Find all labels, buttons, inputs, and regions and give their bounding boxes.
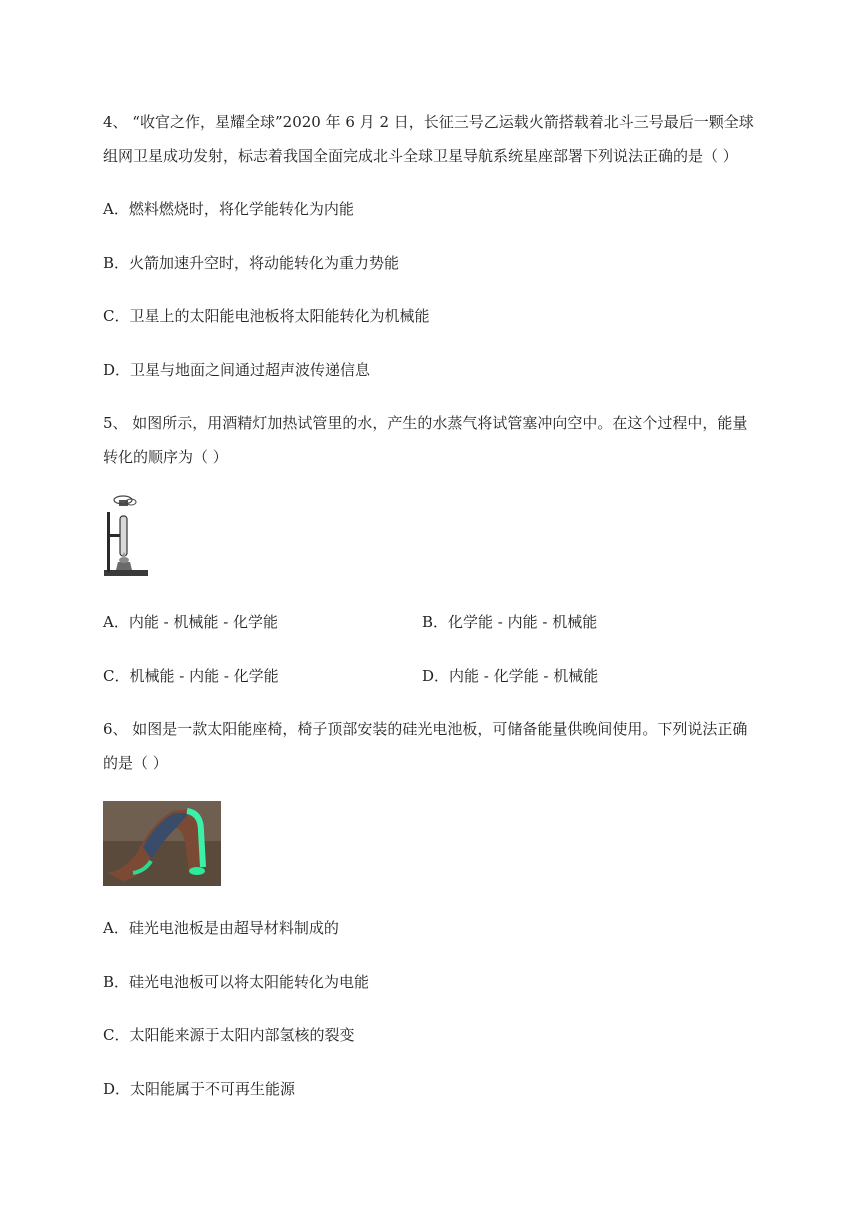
test-tube-apparatus-illustration [103, 494, 149, 578]
question-6-stem-line-1: 6、 如图是一款太阳能座椅，椅子顶部安装的硅光电池板，可储备能量供晚间使用。下列说法正确 [103, 720, 748, 738]
question-5-option-b: B．化学能 - 内能 - 机械能 [422, 613, 598, 631]
question-6-option-b: B．硅光电池板可以将太阳能转化为电能 [103, 973, 370, 991]
question-5-option-a: A．内能 - 机械能 - 化学能 [103, 613, 279, 631]
question-4-option-b: B．火箭加速升空时，将动能转化为重力势能 [103, 254, 400, 272]
solar-chair-illustration [103, 801, 221, 886]
question-5-stem-line-2: 转化的顺序为（ ） [103, 448, 228, 466]
question-5-option-c: C．机械能 - 内能 - 化学能 [103, 667, 279, 685]
solar-chair-photo [103, 801, 221, 886]
question-6-stem-line-2: 的是（ ） [103, 754, 168, 772]
question-6-option-a: A．硅光电池板是由超导材料制成的 [103, 919, 339, 937]
question-4-option-d: D．卫星与地面之间通过超声波传递信息 [103, 361, 371, 379]
test-tube-heating-figure [103, 494, 149, 578]
question-4-stem-line-1: 4、 “收官之作，星耀全球”2020 年 6 月 2 日，长征三号乙运载火箭搭载着北斗三号最后一颗全球 [103, 113, 754, 131]
question-6-option-c: C．太阳能来源于太阳内部氢核的裂变 [103, 1026, 355, 1044]
question-5-stem-line-1: 5、 如图所示，用酒精灯加热试管里的水，产生的水蒸气将试管塞冲向空中。在这个过程中，能量 [103, 414, 748, 432]
question-4-option-a: A．燃料燃烧时，将化学能转化为内能 [103, 200, 354, 218]
question-5-option-d: D．内能 - 化学能 - 机械能 [422, 667, 599, 685]
question-4-stem-line-2: 组网卫星成功发射，标志着我国全面完成北斗全球卫星导航系统星座部署下列说法正确的是（ ） [103, 147, 738, 165]
question-4-option-c: C．卫星上的太阳能电池板将太阳能转化为机械能 [103, 307, 430, 325]
question-6-option-d: D．太阳能属于不可再生能源 [103, 1080, 296, 1098]
